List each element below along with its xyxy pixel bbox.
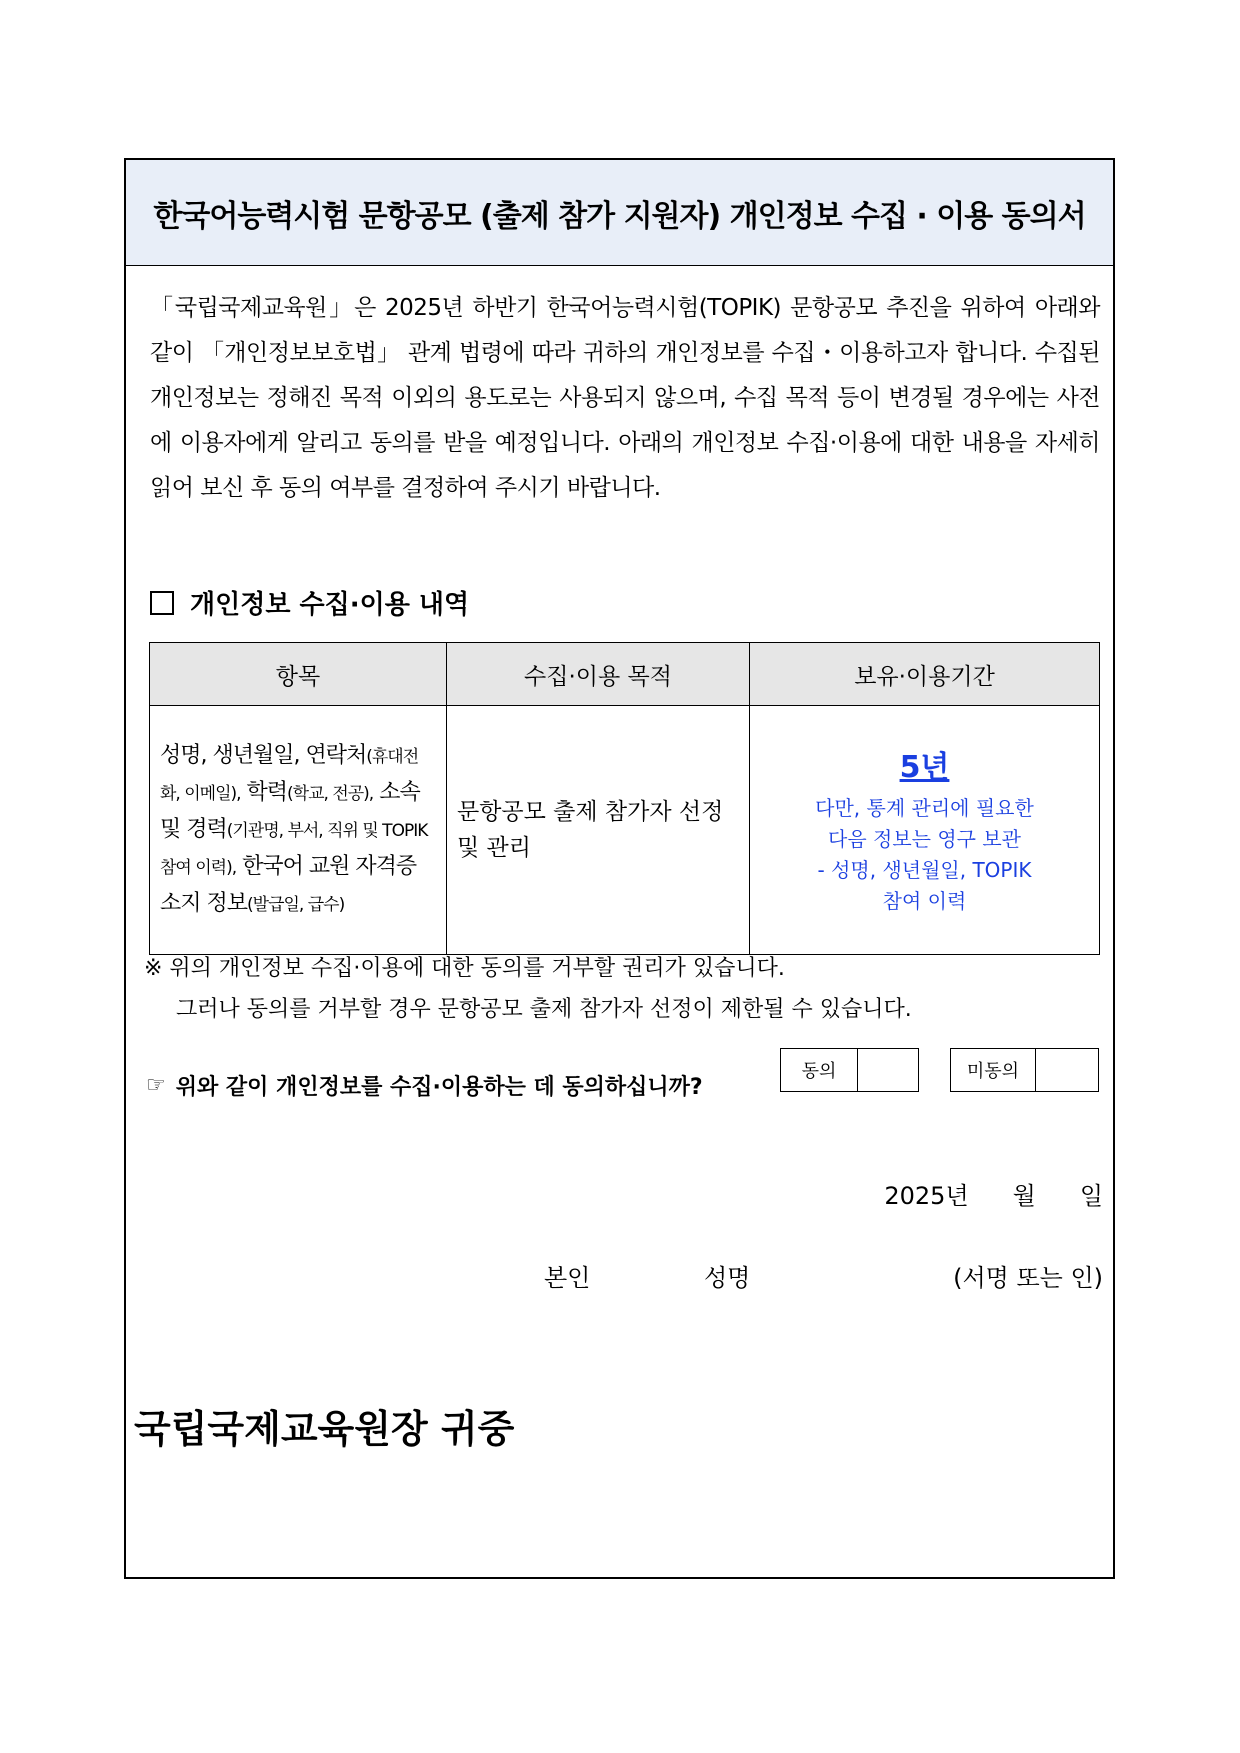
item-text: 학력 xyxy=(240,779,288,805)
cell-purpose: 문항공모 출제 참가자 선정 및 관리 xyxy=(447,706,750,955)
date-year: 2025년 xyxy=(884,1182,969,1210)
period-note: - 성명, 생년월일, TOPIK xyxy=(817,858,1032,882)
table-row xyxy=(150,706,1100,955)
agree-label: 동의 xyxy=(781,1049,858,1091)
info-table xyxy=(149,642,1100,955)
title-bar xyxy=(126,160,1113,266)
agree-checkbox[interactable] xyxy=(858,1049,918,1091)
notice-line: ※ 위의 개인정보 수집·이용에 대한 동의를 거부할 권리가 있습니다. xyxy=(144,956,785,981)
disagree-checkbox[interactable] xyxy=(1036,1049,1098,1091)
consent-form xyxy=(124,158,1115,1579)
notice xyxy=(144,948,912,1030)
consent-question xyxy=(146,1070,703,1101)
cell-items xyxy=(150,706,447,955)
header-purpose: 수집·이용 목적 xyxy=(447,643,750,706)
question-text: 위와 같이 개인정보를 수집·이용하는 데 동의하십니까? xyxy=(175,1075,703,1100)
sign-hint: (서명 또는 인) xyxy=(953,1264,1103,1292)
section-title: 개인정보 수집·이용 내역 xyxy=(190,590,470,620)
square-bullet-icon xyxy=(150,591,174,615)
header-item: 항목 xyxy=(150,643,447,706)
notice-line: 그러나 동의를 거부할 경우 문항공모 출제 참가자 선정이 제한될 수 있습니다. xyxy=(176,997,912,1022)
section-heading xyxy=(150,584,469,621)
date-day: 일 xyxy=(1079,1182,1103,1210)
agree-box[interactable] xyxy=(780,1048,919,1092)
item-text: 성명, 생년월일, 연락처 xyxy=(160,742,367,768)
disagree-box[interactable] xyxy=(950,1048,1099,1092)
item-detail: (발급일, 급수) xyxy=(247,894,345,915)
intro-paragraph: 「국립국제교육원」은 2025년 하반기 한국어능력시험(TOPIK) 문항공모 추진을 위하여 아래와 같이 「개인정보보호법」 관계 법령에 따라 귀하의 개인정보를 수집・이용하고자 합니다. 수집된 개인정보는 정해진 목적 이외의 용도로는 사용되지 않으며, 수집 목적 등이 변경될 경우에는 사전에 이용자에게 알리고 동의를 받을 예정입니다. 아래의 개인정보 수집·이용에 대한 내용을 자세히 읽어 보신 후 동의 여부를 결정하여 주시기 바랍니다. xyxy=(150,295,1100,501)
cell-period xyxy=(750,706,1100,955)
pointing-hand-icon: ☞ xyxy=(146,1073,166,1098)
sign-self: 본인 xyxy=(544,1264,591,1292)
period-note: 다만, 통계 관리에 필요한 xyxy=(815,796,1034,820)
item-detail: (기관명, 부서, 직위 및 TOPIK 참여 이력), xyxy=(160,820,428,878)
item-text: 소속 및 경력 xyxy=(160,779,420,842)
sign-name: 성명 xyxy=(704,1264,751,1292)
period-note: 다음 정보는 영구 보관 xyxy=(828,827,1021,851)
date-month: 월 xyxy=(1012,1182,1036,1210)
period-note: 참여 이력 xyxy=(882,889,967,913)
table-header-row xyxy=(150,643,1100,706)
addressee: 국립국제교육원장 귀중 xyxy=(134,1407,515,1451)
item-detail: (휴대전화, 이메일), xyxy=(160,746,419,804)
disagree-label: 미동의 xyxy=(951,1049,1036,1091)
period-main: 5년 xyxy=(899,750,950,785)
form-title: 한국어능력시험 문항공모 (출제 참가 지원자) 개인정보 수집 · 이용 동의서 xyxy=(153,198,1086,234)
date-line xyxy=(884,1176,1103,1211)
item-detail: (학교, 전공), xyxy=(287,783,374,804)
item-text: 한국어 교원 자격증 소지 정보 xyxy=(160,853,417,916)
header-period: 보유·이용기간 xyxy=(750,643,1100,706)
